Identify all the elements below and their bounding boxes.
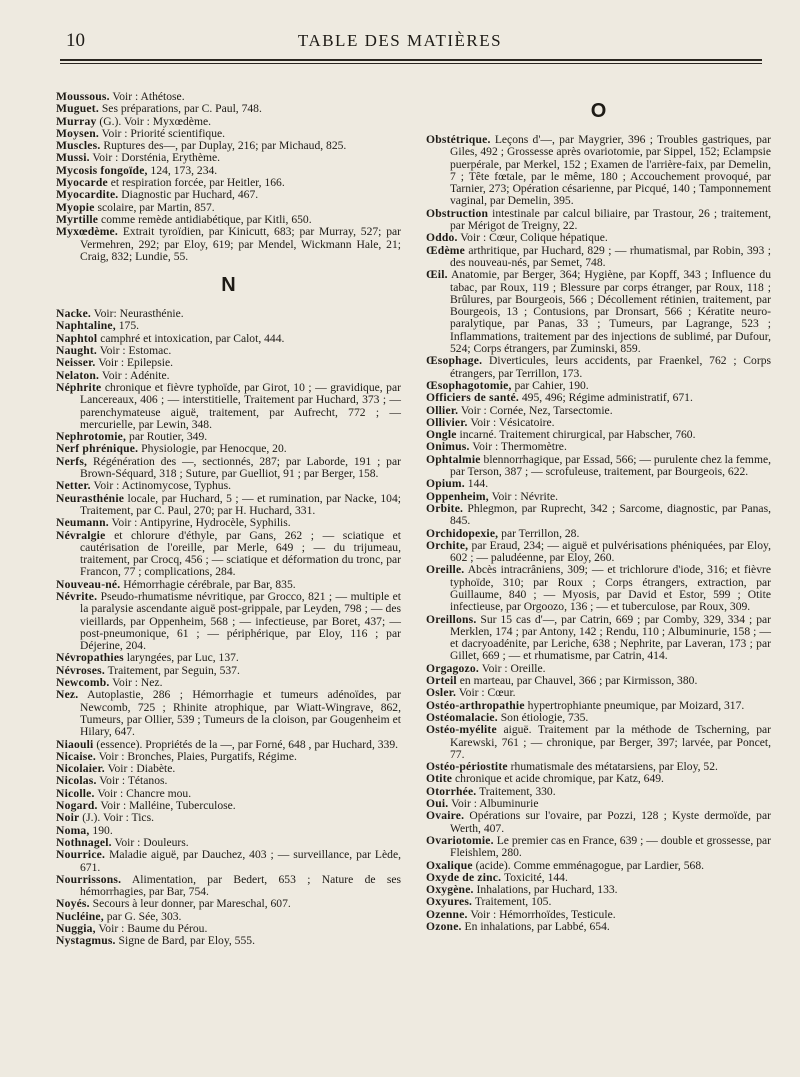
entry-text: Voir : Albuminurie bbox=[448, 797, 539, 811]
index-entry bbox=[426, 921, 771, 933]
entry-heading: Névropathies bbox=[56, 651, 124, 665]
entry-heading: Nicolle. bbox=[56, 786, 95, 800]
entry-text: Voir : Bronches, Plaies, Purgatifs, Régime. bbox=[95, 749, 297, 763]
entry-text: Voir : Névrite. bbox=[488, 489, 559, 503]
entry-text: Ses préparations, par C. Paul, 748. bbox=[98, 102, 262, 116]
entry-text: (acide). Comme emménagogue, par Lardier, 568. bbox=[472, 858, 705, 872]
entry-text: Voir : Actinomycose, Typhus. bbox=[90, 479, 232, 493]
entry-text: et respiration forcée, par Heitler, 166. bbox=[107, 176, 285, 190]
entry-heading: Œsophagotomie, bbox=[426, 378, 512, 392]
entry-text: Traitement, 105. bbox=[472, 895, 552, 909]
entry-heading: Nicolas. bbox=[56, 774, 97, 788]
entry-text: intestinale par calcul biliaire, par Trastour, 26 ; traitement, par Mérigot de Treigny, 22. bbox=[450, 206, 771, 233]
entry-text: Voir : Estomac. bbox=[97, 344, 172, 358]
entry-heading: Myrtille bbox=[56, 212, 99, 226]
entry-text: chronique et fièvre typhoïde, par Girot, 10 ; — gravidique, par Lancereaux, 406 ; — interstitielle, Traitement par Huchard, 373 ; — parenchymateuse aiguë, traitement, par Aufrecht, 772 ; — mercurielle, par Lewin, 348. bbox=[80, 380, 401, 431]
entry-heading: Onimus. bbox=[426, 440, 470, 454]
entry-text: Voir : Oreille. bbox=[479, 661, 546, 675]
entry-text: Autoplastie, 286 ; Hémorrhagie et tumeurs adénoïdes, par Newcomb, 725 ; Rhinite atrophique, par Wiatt-Wingrave, 862, Tumeurs, par Ollier, 539 ; Tumeurs de la cloison, par Gougenheim et Hilary, 647. bbox=[78, 688, 401, 739]
entry-text: Voir : Epilepsie. bbox=[95, 356, 174, 370]
index-entry bbox=[56, 935, 401, 947]
entry-text: par Cahier, 190. bbox=[511, 378, 589, 392]
entry-text: Traitement, par Seguin, 537. bbox=[104, 663, 240, 677]
entry-text: et chlorure d'éthyle, par Gans, 262 ; — sciatique et cautérisation de l'oreille, par Merle, 649 ; — du trijumeau, traitement, par Crocq, 456 ; — sciatique et déformation du tronc, par Francon, 77 ; complications, 284. bbox=[80, 528, 401, 579]
section-letter: N bbox=[221, 274, 236, 297]
entry-heading: Œsophage. bbox=[426, 354, 483, 368]
page-number: 10 bbox=[66, 30, 85, 51]
entry-text: par G. Sée, 303. bbox=[103, 909, 182, 923]
entry-heading: Ovariotomie. bbox=[426, 833, 494, 847]
entry-heading: Myocarde bbox=[56, 176, 108, 190]
entry-text: laryngées, par Luc, 137. bbox=[123, 651, 239, 665]
index-entry bbox=[56, 874, 401, 899]
entry-text: chronique et acide chromique, par Katz, 649. bbox=[452, 772, 664, 786]
entry-text: Hémorrhagie cérébrale, par Bar, 835. bbox=[120, 577, 296, 591]
entry-text: Voir : Malléine, Tuberculose. bbox=[97, 799, 236, 813]
entry-heading: Nez. bbox=[56, 688, 79, 702]
entry-heading: Naught. bbox=[56, 344, 98, 358]
entry-heading: Ollier. bbox=[426, 403, 459, 417]
entry-heading: Muguet. bbox=[56, 102, 99, 116]
entry-text: rhumatismale des métatarsiens, par Eloy, 52. bbox=[507, 760, 718, 774]
entry-heading: Myxœdème. bbox=[56, 225, 119, 239]
entry-text: En inhalations, par Labbé, 654. bbox=[461, 920, 610, 933]
entry-text: Secours à leur donner, par Mareschal, 607. bbox=[89, 897, 291, 911]
entry-text: (essence). Propriétés de la —, par Forné, 648 , par Huchard, 339. bbox=[93, 737, 399, 751]
entry-text: Maladie aiguë, par Dauchez, 403 ; — surveillance, par Lède, 671. bbox=[80, 848, 401, 874]
entry-text: Voir : Athétose. bbox=[109, 90, 185, 103]
entry-heading: Névroses. bbox=[56, 663, 105, 677]
entry-heading: Oppenheim, bbox=[426, 489, 489, 503]
index-entry bbox=[426, 564, 771, 613]
index-entry bbox=[426, 810, 771, 835]
entry-text: Anatomie, par Berger, 364; Hygiène, par Kopff, 343 ; Influence du tabac, par Roux, 119 ; Blessure par corps étranger, par Roux, 118 ; Brûlures, par Bourgeois, 566 ; Décollement rétinien, traitement, par Bourgeois, 13 ; Contusions, par Dronsart, 566 ; Kératite neuro-paralytique, par Panas, 33 ; Tumeurs, par Lagrange, 523 ; Inflammations, traitement par des injections de sublimé, par Dufour, 524; Corps étrangers, par Zuminski, 859. bbox=[447, 268, 771, 356]
entry-text: par Routier, 349. bbox=[126, 430, 208, 444]
entry-text: Voir : Thermomètre. bbox=[469, 440, 567, 454]
entry-heading: Otite bbox=[426, 772, 453, 786]
entry-text: Alimentation, par Bedert, 653 ; Nature de ses hémorrhagies, par Bar, 754. bbox=[80, 872, 401, 899]
index-entry bbox=[426, 454, 771, 479]
entry-heading: Neurasthénie bbox=[56, 491, 125, 505]
entry-text: Leçons d'—, par Maygrier, 396 ; Troubles gastriques, par Giles, 492 ; Grossesse après ovariotomie, par Sippel, 152; Eclampsie puerpérale, par Merkel, 152 ; Examen de l'arrière-faix, par Demelin, 7 ; Tête fœtale, par le même, 180 ; Accouchement provoqué, par Tarnier, 273; Opération césarienne, par Picqué, 140 ; Tamponnement vaginal, par Demelin, 395. bbox=[450, 133, 771, 208]
entry-text: Voir : Nez. bbox=[109, 676, 163, 690]
entry-text: Voir : Vésicatoire. bbox=[467, 415, 555, 429]
index-entry bbox=[426, 724, 771, 761]
index-entry bbox=[56, 689, 401, 738]
entry-heading: Naphtol bbox=[56, 331, 98, 345]
index-entry bbox=[56, 226, 401, 263]
entry-heading: Orteil bbox=[426, 674, 457, 688]
entry-heading: Nuggia, bbox=[56, 922, 96, 935]
index-entry bbox=[426, 835, 771, 860]
left-column bbox=[56, 91, 401, 948]
entry-text: par Eraud, 234; — aiguë et pulvérisations phéniquées, par Eloy, 602 ; — paludéenne, par Eloy, 260. bbox=[450, 538, 771, 565]
index-entry bbox=[426, 245, 771, 270]
entry-heading: Névralgie bbox=[56, 528, 106, 542]
entry-heading: Nucléine, bbox=[56, 909, 104, 923]
entry-heading: Névrite. bbox=[56, 589, 98, 603]
index-entry bbox=[56, 493, 401, 518]
entry-text: 175. bbox=[115, 319, 140, 333]
entry-text: 495, 496; Régime administratif, 671. bbox=[518, 391, 693, 405]
entry-text: Voir : Hémorrhoïdes, Testicule. bbox=[467, 907, 616, 921]
entry-heading: Oxyde de zinc. bbox=[426, 870, 502, 884]
entry-heading: Orgagozo. bbox=[426, 661, 479, 675]
entry-text: Voir : Cœur. bbox=[456, 686, 516, 700]
entry-text: Voir : Tétanos. bbox=[96, 774, 168, 788]
entry-text: Abcès intracrâniens, 309; — et trichlorure d'iode, 316; et fièvre typhoïde, 310; par Roux ; Corps étrangers, extraction, par Guillaume, 840 ; — Myosis, par David et Estor, 599 ; Otite infectieuse, par Orgoozo, 136 ; — et tuberculose, par Roux, 309. bbox=[450, 563, 771, 614]
entry-heading: Oreillons. bbox=[426, 612, 477, 626]
entry-heading: Ozone. bbox=[426, 920, 462, 933]
entry-text: Pseudo-rhumatisme névritique, par Grocco, 821 ; — multiple et la paralysie ascendante aiguë post-grippale, par Leyden, 798 ; — des vieillards, par Oppenheim, 568 ; — infectieuse, par Boret, 437; — post-pneumonique, 61 ; — périphérique, par Eloy, 116 ; par Déjerine, 204. bbox=[80, 589, 401, 653]
entry-text: Inhalations, par Huchard, 133. bbox=[473, 883, 618, 897]
entry-heading: Noyés. bbox=[56, 897, 90, 911]
entry-heading: Netter. bbox=[56, 479, 91, 493]
index-entry bbox=[426, 614, 771, 663]
entry-text: aiguë. Traitement par la méthode de Tscherning, par Karewski, 761 ; — chronique, par Berger, 397; larvée, par Poncet, 77. bbox=[450, 723, 771, 761]
entry-heading: Oxyures. bbox=[426, 895, 473, 909]
index-entry bbox=[426, 208, 771, 233]
index-entry bbox=[56, 456, 401, 481]
entry-heading: Nephrotomie, bbox=[56, 430, 127, 444]
entry-heading: Nicaise. bbox=[56, 749, 96, 763]
entry-heading: Neumann. bbox=[56, 516, 109, 530]
entry-heading: Œil. bbox=[426, 268, 448, 282]
index-entry bbox=[56, 849, 401, 874]
entry-heading: Mycosis fongoïde, bbox=[56, 163, 148, 177]
entry-text: Voir: Neurasthénie. bbox=[91, 307, 184, 321]
entry-text: Extrait tyroïdien, par Kinicutt, 683; par Murray, 527; par Vermehren, 292; par Eloy, 619; par Mendel, Wickmann Hale, 21; Craig, 832; Lundie, 55. bbox=[80, 225, 401, 263]
entry-text: hypertrophiante pneumique, par Moizard, 317. bbox=[524, 698, 745, 712]
entry-text: en marteau, par Chauvel, 366 ; par Kirmisson, 380. bbox=[456, 674, 698, 688]
entry-heading: Oreille. bbox=[426, 563, 465, 577]
entry-text: comme remède antidiabétique, par Kitli, 650. bbox=[98, 212, 312, 226]
index-entry bbox=[426, 134, 771, 208]
entry-heading: Ostéo-myélite bbox=[426, 723, 497, 737]
entry-heading: Myopie bbox=[56, 200, 95, 214]
entry-text: Voir : Cœur, Colique hépatique. bbox=[457, 231, 608, 245]
entry-heading: Neisser. bbox=[56, 356, 96, 370]
entry-text: 144. bbox=[464, 477, 489, 491]
entry-heading: Mussi. bbox=[56, 151, 90, 165]
entry-text: Voir : Antipyrine, Hydrocèle, Syphilis. bbox=[108, 516, 291, 530]
entry-text: scolaire, par Martin, 857. bbox=[94, 200, 215, 214]
entry-heading: Muscles. bbox=[56, 139, 101, 153]
entry-heading: Orbite. bbox=[426, 501, 464, 515]
entry-heading: Obstruction bbox=[426, 206, 489, 220]
entry-heading: Nogard. bbox=[56, 799, 98, 813]
entry-text: par Terrillon, 28. bbox=[498, 526, 580, 540]
entry-heading: Otorrhée. bbox=[426, 784, 477, 798]
running-title: TABLE DES MATIÈRES bbox=[297, 31, 503, 50]
right-column bbox=[426, 89, 771, 933]
entry-heading: Orchidopexie, bbox=[426, 526, 499, 540]
entry-text: (G.). Voir : Myxœdème. bbox=[96, 114, 212, 128]
entry-heading: Murray bbox=[56, 114, 97, 128]
entry-heading: Oddo. bbox=[426, 231, 458, 245]
entry-heading: Nourrissons. bbox=[56, 872, 122, 886]
entry-heading: Moysen. bbox=[56, 126, 99, 140]
entry-heading: Nerf phrénique. bbox=[56, 442, 139, 456]
entry-text: Diverticules, leurs accidents, par Fraenkel, 762 ; Corps étrangers, par Terrillon, 173. bbox=[450, 354, 771, 380]
entry-heading: Nouveau-né. bbox=[56, 577, 121, 591]
entry-text: Sur 15 cas d'—, par Catrin, 669 ; par Comby, 329, 334 ; par Merklen, 174 ; par Antony, 142 ; Rendu, 110 ; Albuminurie, 158 ; — et dacryoadénite, par Leriche, 638 ; Nephrite, par Laveran, 173 ; par Gillet, 669 ; — et rhumatisme, par Catrin, 414. bbox=[450, 612, 771, 663]
entry-text: Son étiologie, 735. bbox=[497, 710, 589, 724]
entry-heading: Ophtalmie bbox=[426, 452, 481, 466]
entry-heading: Myocardite. bbox=[56, 188, 119, 202]
entry-text: Signe de Bard, par Eloy, 555. bbox=[115, 934, 255, 948]
index-entry bbox=[426, 355, 771, 380]
entry-heading: Osler. bbox=[426, 686, 457, 700]
entry-text: Régénération des —, sectionnés, 287; par Laborde, 191 ; par Brown-Séquard, 318 ; Suture, par Guelliot, 91 ; par Berger, 158. bbox=[80, 454, 401, 481]
entry-heading: Oxygène. bbox=[426, 883, 474, 897]
entry-heading: Moussous. bbox=[56, 90, 110, 103]
header-rule-thin bbox=[60, 63, 762, 64]
section-letter: O bbox=[590, 100, 607, 122]
entry-heading: Newcomb. bbox=[56, 676, 110, 690]
entry-text: (J.). Voir : Tics. bbox=[79, 811, 154, 825]
entry-heading: Néphrite bbox=[56, 380, 102, 394]
entry-heading: Nourrice. bbox=[56, 848, 106, 862]
entry-heading: Niaouli bbox=[56, 737, 94, 751]
entry-heading: Ostéo-arthropathie bbox=[426, 698, 525, 712]
entry-heading: Ovaire. bbox=[426, 809, 465, 823]
entry-text: Voir : Adénite. bbox=[99, 368, 170, 382]
entry-heading: Nystagmus. bbox=[56, 934, 116, 948]
index-entry bbox=[56, 591, 401, 652]
entry-heading: Nerfs, bbox=[56, 454, 88, 468]
entry-text: blennorrhagique, par Essad, 566; — purulente chez la femme, par Terson, 387 ; — scrofuleuse, traitement, par Bourgeois, 622. bbox=[450, 452, 772, 479]
entry-heading: Orchite, bbox=[426, 538, 469, 552]
index-entry bbox=[56, 382, 401, 431]
entry-text: Voir : Baume du Pérou. bbox=[95, 922, 208, 935]
entry-heading: Officiers de santé. bbox=[426, 391, 519, 405]
entry-text: Voir : Priorité scientifique. bbox=[98, 126, 226, 140]
entry-heading: Nothnagel. bbox=[56, 835, 112, 849]
entry-text: Ruptures des—, par Duplay, 216; par Michaud, 825. bbox=[100, 139, 347, 153]
entry-heading: Ozenne. bbox=[426, 907, 468, 921]
entry-text: Le premier cas en France, 639 ; — double et grossesse, par Fleishlem, 280. bbox=[450, 833, 771, 860]
entry-text: Phlegmon, par Ruprecht, 342 ; Sarcome, diagnostic, par Panas, 845. bbox=[450, 501, 771, 528]
entry-heading: Ollivier. bbox=[426, 415, 468, 429]
entry-heading: Noir bbox=[56, 811, 80, 825]
entry-text: 190. bbox=[89, 823, 113, 837]
entry-heading: Oxalique bbox=[426, 858, 473, 872]
entry-text: Physiologie, par Henocque, 20. bbox=[138, 442, 287, 456]
entry-text: arthritique, par Huchard, 829 ; — rhumatismal, par Robin, 393 ; des nouveau-nés, par Semet, 748. bbox=[450, 243, 771, 269]
entry-heading: Nacke. bbox=[56, 307, 92, 321]
entry-heading: Naphtaline, bbox=[56, 319, 116, 333]
entry-text: Voir : Douleurs. bbox=[111, 835, 189, 849]
entry-text: Voir : Dorsténia, Erythème. bbox=[89, 151, 221, 165]
index-entry bbox=[426, 269, 771, 355]
entry-text: Toxicité, 144. bbox=[501, 870, 568, 884]
entry-heading: Ongle bbox=[426, 428, 457, 442]
index-entry bbox=[426, 503, 771, 528]
entry-heading: Opium. bbox=[426, 477, 465, 491]
entry-heading: Obstétrique. bbox=[426, 133, 491, 146]
entry-text: Voir : Diabète. bbox=[104, 762, 176, 776]
entry-text: 124, 173, 234. bbox=[147, 163, 218, 177]
entry-heading: Nelaton. bbox=[56, 368, 100, 382]
entry-heading: Ostéomalacie. bbox=[426, 710, 498, 724]
header-rule bbox=[60, 59, 762, 61]
entry-heading: Œdème bbox=[426, 243, 465, 257]
entry-text: Diagnostic par Huchard, 467. bbox=[118, 188, 259, 202]
entry-heading: Noma, bbox=[56, 823, 90, 837]
index-entry bbox=[426, 540, 771, 565]
entry-text: Traitement, 330. bbox=[476, 784, 556, 798]
entry-text: Voir : Cornée, Nez, Tarsectomie. bbox=[458, 403, 613, 417]
entry-text: incarné. Traitement chirurgical, par Habscher, 760. bbox=[456, 428, 696, 442]
entry-heading: Nicolaier. bbox=[56, 762, 105, 776]
entry-text: Opérations sur l'ovaire, par Pozzi, 128 ; Kyste dermoïde, par Werth, 407. bbox=[450, 809, 771, 835]
entry-text: camphré et intoxication, par Calot, 444. bbox=[97, 331, 285, 345]
index-entry bbox=[56, 530, 401, 579]
entry-text: Voir : Chancre mou. bbox=[94, 786, 192, 800]
entry-heading: Oui. bbox=[426, 797, 449, 811]
entry-text: locale, par Huchard, 5 ; — et rumination, par Nacke, 104; Traitement, par C. Paul, 270; par H. Huchard, 331. bbox=[80, 491, 401, 517]
entry-heading: Ostéo-périostite bbox=[426, 760, 508, 774]
